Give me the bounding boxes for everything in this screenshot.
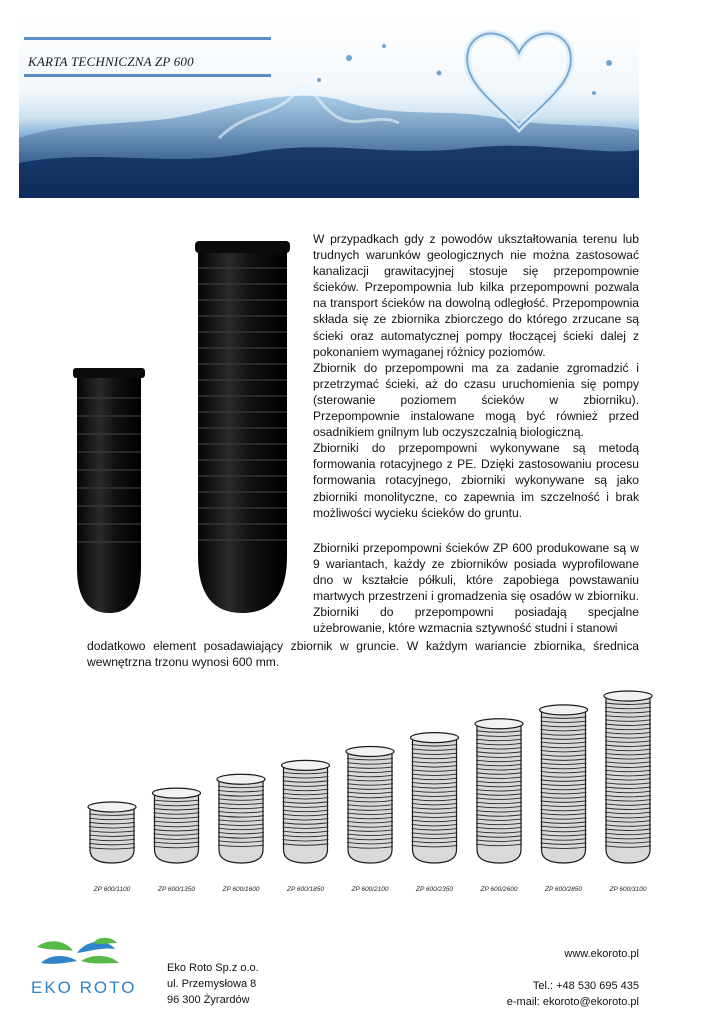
company-name: Eko Roto Sp.z o.o.	[167, 962, 259, 974]
variant-tank-rim	[346, 746, 394, 756]
variants-illustration	[80, 685, 660, 900]
variant-tank-body	[348, 752, 392, 863]
variant-label: ZP 600/3100	[609, 886, 647, 893]
variant-tank-rim	[88, 802, 136, 812]
variant-tank-rim	[217, 774, 265, 784]
variant-tank	[153, 788, 201, 893]
variant-label: ZP 600/1350	[158, 886, 195, 893]
website-link[interactable]: www.ekoroto.pl	[564, 948, 639, 960]
variant-label: ZP 600/1850	[287, 886, 324, 893]
variant-tank	[282, 760, 330, 893]
variant-tank-rim	[411, 733, 459, 743]
tanks-photo	[60, 238, 305, 618]
description-block	[313, 231, 639, 521]
page-title: KARTA TECHNICZNA ZP 600	[28, 54, 194, 69]
header-banner	[19, 18, 639, 198]
variant-label: ZP 600/2600	[480, 886, 518, 893]
description-paragraph-2: Zbiornik do przepompowni ma za zadanie zgromadzić i przetrzymać ścieki, aż do czasu uruchomienia się pompy (sterowanie poziomem ścieków w zbiorniku). Przepompownie instalowane mogą być również przed osadnikiem gnilnym lub oczyszczalnią biologiczną.	[313, 360, 639, 440]
variant-tank-rim	[153, 788, 201, 798]
company-street: ul. Przemysłowa 8	[167, 978, 257, 990]
variant-tank	[604, 691, 652, 893]
variant-tank	[217, 774, 265, 893]
variant-label: ZP 600/2350	[416, 886, 453, 893]
description-paragraph-3: Zbiorniki do przepompowni wykonywane są metodą formowania rotacyjnego z PE. Dzięki zastosowaniu procesu formowania rotacyjnego, zbiorniki wykonywane są jako zbiorniki monolityczne, co zapewnia im szczelność i brak możliwości wycieku ścieków do gruntu.	[313, 441, 639, 520]
contact-info	[507, 946, 639, 1010]
variant-tank	[346, 746, 394, 893]
variant-label: ZP 600/1600	[222, 886, 260, 893]
eko-roto-logo	[27, 935, 143, 1005]
variants-paragraph: Zbiorniki przepompowni ścieków ZP 600 produkowane są w 9 wariantach, każdy ze zbiorników posiada wyprofilowane dno w kształcie półkuli, które zapobiega powstawaniu martwych przestrzeni i gromadzenia się osadów w zbiorniku. Zbiorniki do przepompowni posiadają specjalne użebrowanie, które wzmacnia sztywność studni i stanowi	[313, 541, 639, 636]
variant-tank	[88, 802, 136, 893]
variant-tank-body	[284, 766, 328, 863]
variants-paragraph-tail: dodatkowo element posadawiający zbiornik w gruncie. W każdym wariancie zbiornika, średnica wewnętrzna trzonu wynosi 600 mm.	[87, 639, 639, 670]
description-paragraph-1: W przypadkach gdy z powodów ukształtowania terenu lub trudnych warunków geologicznych nie można zastosować kanalizacji grawitacyjnej stosuje się przepompownie ścieków. Przepompownia lub kilka przepompowni pozwala na transport ścieków na dowolną odległość. Przepompownia składa się ze zbiornika zbiorczego do którego zrzucane są ścieki oraz automatycznej pompy tłoczącej ścieki dalej z pokonaniem wymaganej różnicy poziomów.	[313, 232, 639, 359]
variant-tank-rim	[604, 691, 652, 701]
variant-label: ZP 600/2100	[351, 886, 389, 893]
small-tank	[73, 368, 145, 613]
phone-number: Tel.: +48 530 695 435	[532, 980, 639, 992]
variant-tank-rim	[475, 719, 523, 729]
variant-label: ZP 600/1100	[93, 886, 131, 893]
logo-text: EKO ROTO	[31, 978, 137, 997]
company-address	[167, 960, 259, 1008]
email-address[interactable]: e-mail: ekoroto@ekoroto.pl	[506, 996, 639, 1008]
variant-tank	[540, 705, 588, 893]
variant-label: ZP 600/2850	[545, 886, 582, 893]
variant-tank	[411, 733, 459, 893]
variant-tank-rim	[540, 705, 588, 715]
variant-tank-rim	[282, 760, 330, 770]
variant-tank-body	[155, 794, 199, 863]
header-rule-bottom	[24, 74, 271, 77]
logo-mark-icon	[37, 938, 119, 964]
water-splash-image	[19, 18, 639, 198]
company-city: 96 300 Żyrardów	[167, 994, 250, 1006]
header-rule-top	[24, 37, 271, 40]
variant-tank	[475, 719, 523, 893]
tall-tank	[195, 241, 290, 613]
variant-tank-body	[477, 725, 521, 863]
